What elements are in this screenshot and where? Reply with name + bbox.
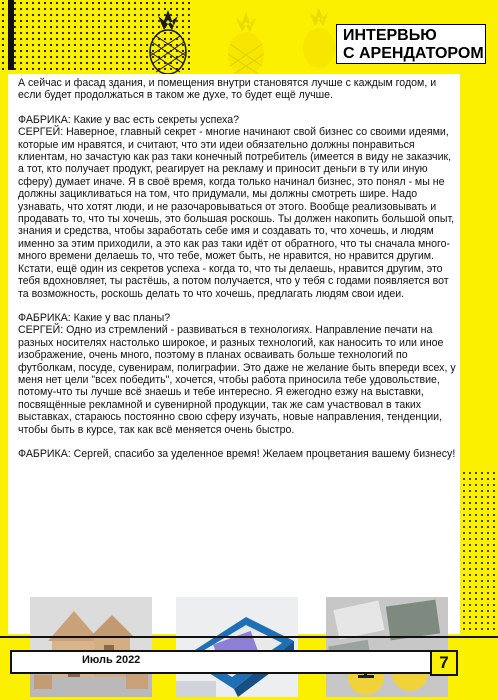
question-2: ФАБРИКА: Какие у вас планы? bbox=[18, 311, 171, 324]
answer-2: СЕРГЕЙ: Одно из стремлений - развиваться в технологиях. Направление печати на разных носителях настолько широкое, и разных технологий, как наносить то или иное изображение, очень много, поэтому в планах осваивать больше технологий по футболкам, посуде, сувенирам, полиграфии. Это даже не желание быть впереди всех, у меня нет цели "всех победить", хочется, чтобы работа приносила тебе удовольствие, потому-что ты лучше всё знаешь и тебе интересно. Я ежегодно езжу на выставки, посвящённые рекламной и сувенирной продукции, так же сам участвовал в таких выставках, стараюсь постоянно свою сферу изучать, новые направления, тенденции, чтобы быть в курсе, так как всё меняется очень быстро. bbox=[18, 324, 456, 436]
decorative-stripe bbox=[8, 0, 14, 70]
header-title-line2: С АРЕНДАТОРОМ bbox=[343, 45, 484, 62]
answer-1: СЕРГЕЙ: Наверное, главный секрет - многие начинают свой бизнес со своими идеями, которые им нравятся, и считают, что эти идеи обязательно должны понравиться клиентам, но зачастую как раз таки конечный потребитель (имеется в виду не заказчик, а тот, кто получает продукт, реагирует на рекламу и приносит деньги в ту или иную сферу) думает иначе. Я в своё время, когда только начинал бизнес, это понял - мы не должны зацикливаться на том, что придумали, мы должны смотреть шире. Надо узнавать, что хотят люди, и не разочаровываться от этого. Вообще реализовывать и продавать то, что ты хочешь, это большая роскошь. Ты должен накопить большой опыт, знания и средства, чтобы заработать себе имя и создавать то, что хочешь, и людям именно за этим приходили, а это как раз таки идёт от обратного, что ты сначала много-много времени делаешь то, что тебе, может быть, не нравится, но нравится другим. bbox=[18, 126, 455, 263]
pineapple-icon bbox=[218, 10, 274, 76]
footer-bar bbox=[10, 650, 450, 674]
closing-remark: ФАБРИКА: Сергей, спасибо за уделенное время! Желаем процветания вашему бизнесу! bbox=[18, 447, 456, 460]
photo-signage bbox=[326, 597, 448, 697]
footer-divider bbox=[0, 636, 498, 638]
article-panel bbox=[8, 74, 460, 634]
article-intro: А сейчас и фасад здания, и помещения внутри становятся лучше с каждым годом, и если будет продолжаться в таком же духе, то будет ещё лучше. bbox=[18, 77, 437, 102]
section-header bbox=[336, 24, 486, 64]
photo-wooden-houses bbox=[30, 597, 152, 697]
page-number: 7 bbox=[430, 650, 458, 676]
article-body bbox=[18, 77, 458, 460]
header-title-line1: ИНТЕРВЬЮ bbox=[343, 27, 437, 44]
issue-date: Июль 2022 bbox=[82, 654, 141, 666]
decorative-dot-pattern bbox=[455, 470, 498, 630]
photo-printer bbox=[176, 597, 298, 697]
question-1: ФАБРИКА: Какие у вас есть секреты успеха? bbox=[18, 113, 239, 126]
pineapple-icon bbox=[140, 6, 196, 74]
answer-1-continued: Кстати, ещё один из секретов успеха - когда то, что ты делаешь, нравится другим, это тебя вдохновляет, ты растёшь, а потом получается, что у тебя с годами появляется вот та возможность, роскошь делать то что хочешь, предлагать людям свои идеи. bbox=[18, 262, 449, 300]
